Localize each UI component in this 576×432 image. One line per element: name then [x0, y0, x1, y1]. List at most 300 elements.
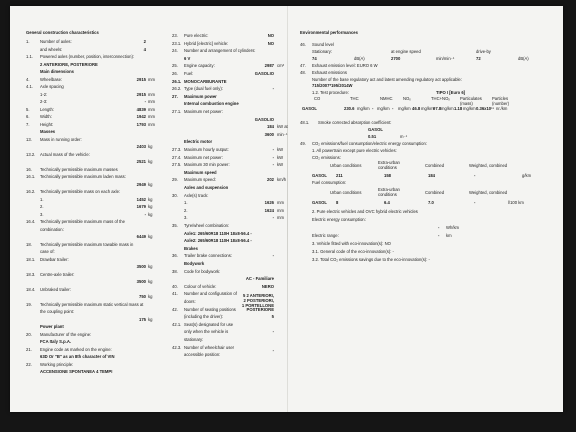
row-label: Technically permissible maximum mass of the	[40, 219, 125, 224]
engine-row	[160, 276, 288, 282]
engine-row	[160, 329, 288, 335]
col-header-urban: Urban conditions	[330, 163, 362, 168]
row-unit: cm³	[277, 63, 284, 69]
row-number: 1.	[26, 39, 30, 44]
row-number: 23.1.	[172, 40, 182, 46]
row-label: Maximum hourly output:	[184, 147, 229, 152]
engine-row	[160, 33, 288, 39]
row-label: 6 V	[184, 55, 191, 61]
wheelchair-positions-value: -	[272, 348, 274, 354]
co2-urban-value: 211	[336, 173, 343, 178]
row-label: Technically permissible mass on each axle:	[40, 189, 121, 194]
row-number: 13.2.	[26, 151, 36, 157]
row-label: Main dimensions	[40, 69, 74, 74]
row-number: 27.	[172, 93, 178, 99]
row-label: Masses	[40, 129, 56, 134]
row-label: 1.	[184, 200, 188, 206]
electric-range-value: -	[438, 233, 440, 238]
row-label: 1-2:	[40, 91, 48, 97]
pollutant-value: -	[392, 106, 394, 111]
general-row	[10, 204, 160, 210]
row-label: Pure electric:	[184, 33, 209, 38]
row-label: 63D Or "B" as an 8th character of VIN	[40, 354, 115, 359]
co2-fuel-label: GASOL	[312, 173, 327, 178]
general-row	[10, 129, 160, 135]
col-header-extra-urban: Extra-urban conditions	[378, 187, 400, 197]
eco-innovation-savings: 3.2. Total CO₂ emissions savings due to the eco-innovation(s): -	[312, 257, 430, 262]
environmental-performance-column	[288, 6, 563, 412]
row-label: Number of seating positions	[184, 306, 236, 312]
row-number: 16.	[26, 166, 32, 172]
general-row	[10, 182, 160, 188]
general-row	[10, 324, 160, 330]
test-procedure-label: 1.2. Test procedure:	[312, 90, 349, 95]
row-label: Technically permissible maximum laden mass:	[40, 174, 126, 179]
row-label: doors:	[184, 299, 196, 304]
general-characteristics-column	[10, 6, 160, 412]
pollutant-header: NOₓ	[403, 96, 411, 101]
pollutant-value: mg/km	[357, 106, 370, 111]
row-number: 18.3.	[26, 271, 36, 277]
drive-by-label: drive-by	[476, 49, 491, 54]
row-number: 36.	[172, 253, 178, 259]
engine-row	[160, 185, 288, 191]
general-row	[10, 212, 160, 218]
row-number: 48.	[300, 70, 306, 75]
row-value: 175	[139, 316, 146, 322]
general-row	[10, 107, 160, 113]
row-number: 42.	[172, 306, 178, 312]
sound-level-label: Sound level	[312, 42, 334, 47]
engine-row	[160, 352, 288, 358]
row-label: Drawbar trailer:	[40, 256, 69, 262]
row-number: 46.	[300, 42, 306, 47]
section-title-environmental: Environmental performances	[300, 30, 358, 35]
general-row	[10, 234, 160, 240]
row-label: Technically permissible maximum towable mass in	[40, 241, 134, 247]
engine-row	[160, 94, 288, 100]
engine-row	[160, 208, 288, 214]
row-unit: min⁻¹	[277, 131, 288, 137]
general-row	[10, 317, 160, 323]
row-label: 2.	[40, 204, 44, 209]
row-label: Axle2: 265/60R18 110H 18x8-56.4 -	[184, 238, 252, 244]
row-label: Mass in running order:	[40, 136, 82, 142]
engine-row	[160, 261, 288, 267]
row-number: 16.1.	[26, 174, 36, 179]
general-row	[10, 92, 160, 98]
engine-row	[160, 155, 288, 161]
general-row	[10, 347, 160, 353]
pollutant-value: 1.18	[454, 106, 463, 111]
row-number: 40.	[172, 283, 178, 289]
pollutant-header: THC+NOₓ	[431, 96, 450, 101]
row-label: Powered axles (number, position, interconnection):	[40, 54, 135, 59]
exhaust-emissions-label: Exhaust emissions	[312, 70, 347, 75]
general-row	[10, 264, 160, 270]
row-unit: kg	[148, 204, 153, 209]
row-label: Axle(s) track:	[184, 192, 209, 198]
fuel-urban-value: 8	[336, 200, 339, 205]
row-number: 38.	[172, 268, 178, 274]
engine-speed-unit: min/min⁻¹	[436, 56, 455, 61]
row-label: Number and configuration of	[184, 291, 237, 297]
row-unit: kg	[148, 316, 153, 322]
row-number: 5.	[26, 106, 30, 112]
general-row	[10, 144, 160, 150]
row-number: 41.	[172, 291, 178, 297]
electric-energy-unit: Wh/km	[446, 225, 460, 230]
col-header-combined: Combined	[425, 190, 445, 195]
row-label: Manufacturer of the engine:	[40, 331, 92, 337]
row-unit: kg	[148, 279, 153, 284]
row-unit: mm	[277, 215, 284, 221]
row-value: 2521	[136, 159, 146, 164]
row-unit: kW	[277, 147, 284, 152]
pollutant-header: NMHC	[380, 96, 393, 101]
row-value: NO	[267, 33, 274, 38]
row-value: 2915	[136, 76, 146, 82]
row-unit: kg	[148, 159, 153, 164]
general-row	[10, 362, 160, 368]
row-label: Axles and suspension	[184, 185, 229, 190]
row-number: 18.4.	[26, 286, 36, 292]
row-number: 13.	[26, 136, 32, 142]
row-value: 3500	[136, 264, 146, 269]
row-value: -	[272, 215, 274, 221]
general-row	[10, 302, 160, 308]
row-number: 18.	[26, 241, 32, 247]
row-number: 26.2.	[172, 86, 182, 92]
row-unit: mm	[148, 106, 155, 112]
engine-bodywork-column	[160, 6, 288, 412]
general-row	[10, 114, 160, 120]
eco-innovation-label: 3. Vehicle fitted with eco-innovation(s): NO	[312, 241, 391, 246]
row-number: 1.1.	[26, 54, 33, 59]
stationary-value: 74	[312, 56, 317, 61]
row-number: 26.	[172, 71, 178, 76]
electric-range-unit: km	[446, 233, 452, 238]
row-unit: kg	[148, 196, 153, 202]
row-number: 48.1.	[300, 120, 310, 125]
row-unit: kg	[148, 234, 153, 239]
row-number: 26.1.	[172, 78, 182, 84]
pollutant-value: mg/km	[441, 106, 454, 111]
pollutant-value: mg/km	[398, 106, 411, 111]
row-value: 1679	[136, 204, 146, 209]
row-label: Working principle:	[40, 361, 74, 367]
pollutant-value: 97.8	[433, 106, 442, 111]
row-unit: kW	[277, 162, 284, 168]
seating-positions-value: 5	[271, 314, 274, 320]
general-row	[10, 152, 160, 158]
row-label: Actual mass of the vehicle:	[40, 151, 90, 157]
row-value: -	[144, 211, 146, 217]
row-value: NO	[267, 40, 274, 46]
general-row	[10, 99, 160, 105]
engine-row	[160, 56, 288, 62]
row-label: Height:	[40, 121, 54, 127]
row-label: Bodywork	[184, 261, 205, 266]
row-number: 24.	[172, 48, 178, 54]
general-row	[10, 279, 160, 285]
row-number: 27.1.	[172, 109, 182, 114]
engine-row	[160, 71, 288, 77]
pollutant-value: mg/km	[377, 106, 390, 111]
engine-row	[160, 238, 288, 244]
general-row	[10, 309, 160, 315]
row-value: AC - Familiare	[245, 276, 274, 282]
general-row	[10, 369, 160, 375]
row-label: Internal combustion engine	[184, 101, 239, 107]
engine-row	[160, 215, 288, 221]
general-row	[10, 167, 160, 173]
row-number: 16.2.	[26, 189, 36, 194]
row-unit: kg	[148, 294, 153, 299]
engine-row	[160, 246, 288, 252]
row-value: 2403	[136, 144, 146, 149]
col-header-urban: Urban conditions	[330, 190, 362, 195]
euro-level-label: Exhaust emission level: EURO 6 W	[312, 63, 378, 68]
engine-row	[160, 79, 288, 85]
doors-config-line: POSTERIORE	[246, 307, 274, 313]
row-label: Seat(s) designated for use	[184, 321, 234, 327]
row-label: Centre-axle trailer:	[40, 271, 75, 277]
engine-row	[160, 162, 288, 168]
general-row	[10, 54, 160, 60]
engine-row	[160, 41, 288, 47]
row-unit: kg	[148, 211, 153, 217]
general-row	[10, 242, 160, 248]
fuel-combined-value: 7.0	[428, 200, 434, 205]
row-unit: mm	[148, 114, 155, 119]
row-label: (including the driver):	[184, 314, 224, 320]
row-number: 7.	[26, 121, 30, 127]
engine-row	[160, 193, 288, 199]
stationary-unit: dB(A)	[354, 56, 365, 61]
engine-row	[160, 124, 288, 130]
row-label: and wheels:	[40, 46, 63, 52]
electric-range-label: Electric range:	[312, 233, 339, 238]
engine-row	[160, 132, 288, 138]
row-value: 2987	[264, 63, 274, 69]
row-number: 47.	[300, 63, 306, 68]
row-label: FCA Italy S.p.A.	[40, 339, 72, 344]
row-number: 22.	[26, 361, 32, 367]
general-row	[10, 174, 160, 180]
col-header-combined: Combined	[425, 163, 445, 168]
row-unit: mm	[277, 200, 284, 206]
row-unit: kW	[277, 154, 284, 160]
row-number: 27.4.	[172, 154, 182, 160]
row-label: Code for bodywork:	[184, 268, 221, 274]
row-label: 3.	[40, 211, 44, 217]
row-number: 23.	[172, 33, 178, 38]
smoke-coefficient-label: Smoke corrected absorption coefficient:	[318, 120, 392, 125]
co2-combined-value: 184	[428, 173, 435, 178]
coc-document-sheet	[10, 6, 563, 412]
regulatory-act-text: Number of the base regulatory act and latest amending regulatory act applicable:	[312, 77, 462, 82]
pollutant-header: Particulates (mass)	[460, 96, 482, 106]
general-row	[10, 77, 160, 83]
stationary-label: Stationary:	[312, 49, 333, 54]
row-value: -	[272, 162, 274, 168]
row-label: MONOCARBURANTE	[184, 78, 227, 84]
row-value: 6449	[136, 234, 146, 239]
pollutant-value: 230.6	[344, 106, 355, 111]
pollutant-value: mg/km	[421, 106, 434, 111]
row-label: Maximum power	[184, 93, 217, 99]
row-value: NERO	[261, 283, 274, 289]
row-label: Hybrid [electric] vehicle:	[184, 40, 229, 46]
co2-emissions-label: CO₂ emissions:	[312, 155, 341, 160]
row-value: -	[272, 154, 274, 160]
row-value: 2	[143, 39, 146, 44]
test-procedure-value: TIPO I [Euro 6]	[436, 90, 466, 95]
pollutant-header: CO	[314, 96, 321, 101]
smoke-coefficient-unit: m⁻¹	[400, 134, 408, 139]
row-number: 6.	[26, 114, 30, 119]
row-value: -	[272, 147, 274, 152]
row-number: 20.	[26, 331, 32, 337]
smoke-coefficient-value: 0.51	[368, 134, 377, 139]
row-number: 21.	[26, 346, 32, 352]
row-label: Technically permissible maximum static vertical mass at	[40, 301, 144, 307]
pollutant-value: 0.36x10¹¹	[476, 106, 494, 111]
ovc-section-label: 2. Pure electric vehicles and OVC hybrid electric vehicles	[312, 209, 418, 214]
electric-energy-label: Electric energy consumption:	[312, 217, 366, 222]
smoke-gasol-label: GASOL	[368, 127, 383, 132]
engine-row	[160, 48, 288, 54]
general-row	[10, 219, 160, 225]
general-row	[10, 354, 160, 360]
row-value: 4839	[136, 106, 146, 112]
row-value: GASOLIO	[254, 116, 274, 122]
eco-innovation-code: 3.1. General code of the eco-innovation(s): -	[312, 249, 394, 254]
row-label: 2.	[184, 207, 188, 213]
row-number: 30.	[172, 192, 178, 198]
row-value: 1942	[136, 114, 146, 119]
general-row	[10, 69, 160, 75]
row-unit: km/h	[277, 177, 287, 183]
fuel-weighted-value: -	[474, 200, 476, 205]
row-label: Wheelbase:	[40, 76, 63, 82]
row-label: only when the vehicle is	[184, 329, 229, 335]
row-label: Unbraked trailer:	[40, 286, 71, 292]
row-value: 1626	[264, 200, 274, 206]
general-row	[10, 137, 160, 143]
general-row	[10, 272, 160, 278]
row-label: Axle1: 265/60R18 110H 18x8-56.4 -	[184, 230, 252, 236]
row-label: Type (dual fuel only):	[184, 86, 223, 92]
fuel-fuel-label: GASOL	[312, 200, 327, 205]
row-unit: kg	[148, 144, 153, 149]
row-label: Colour of vehicle:	[184, 283, 217, 289]
row-label: Engine code as marked on the engine:	[40, 346, 112, 352]
row-number: 16.4.	[26, 219, 36, 224]
row-value: 3500	[136, 279, 146, 284]
co2-weighted-value: -	[474, 173, 476, 178]
row-value: 1452	[136, 196, 146, 202]
doors-config-line: 1 PORTELLONE	[241, 302, 274, 308]
row-label: Maximum speed:	[184, 177, 216, 183]
row-number: 49.	[300, 141, 306, 146]
row-label: Brakes	[184, 245, 198, 251]
section-title-general: General construction characteristics	[26, 30, 99, 35]
row-label: combination:	[40, 226, 64, 232]
col-header-weighted: Weighted, combined	[469, 190, 508, 195]
engine-row	[160, 344, 288, 354]
general-row	[10, 197, 160, 203]
row-label: Technically permissible maximum masses	[40, 166, 118, 172]
row-label: Width:	[40, 114, 52, 119]
engine-row	[160, 86, 288, 92]
engine-speed-label: at engine speed	[391, 49, 421, 54]
row-value: 184	[267, 124, 274, 130]
row-label: Electric motor	[184, 139, 213, 145]
doors-config-line: 2 POSTERIORI,	[243, 298, 274, 303]
stationary-seats-value: -	[272, 329, 274, 335]
row-number: 42.1.	[172, 321, 182, 327]
row-label: Axle spacing	[40, 84, 64, 89]
row-label: Maximum 30 min power:	[184, 162, 230, 168]
general-row	[10, 122, 160, 128]
engine-row	[160, 109, 288, 115]
row-number: 27.5.	[172, 162, 182, 168]
general-row	[10, 287, 160, 293]
row-label: 2-3:	[40, 99, 48, 104]
general-row	[10, 339, 160, 345]
engine-row	[160, 284, 288, 290]
general-row	[10, 249, 160, 255]
engine-row	[160, 147, 288, 153]
co2-section-label: CO₂ emissions/fuel consumption/electric energy consumption:	[312, 141, 427, 146]
co2-unit: g/km	[522, 173, 532, 178]
row-label: Maximum net power:	[184, 154, 223, 160]
engine-row	[160, 117, 288, 123]
engine-row	[160, 322, 288, 328]
general-row	[10, 227, 160, 233]
engine-speed-value: 2700	[391, 56, 401, 61]
fuel-extra-urban-value: 6.4	[384, 200, 390, 205]
general-row	[10, 189, 160, 195]
row-unit: kg	[148, 264, 153, 269]
row-label: Tyre/wheel combination:	[184, 223, 230, 228]
engine-row	[160, 231, 288, 237]
row-value: 2915	[136, 91, 146, 97]
general-row	[10, 39, 160, 45]
fuel-unit: l/100 km	[508, 200, 524, 205]
row-label: Fuel:	[184, 71, 194, 76]
engine-row	[160, 63, 288, 69]
engine-row	[160, 139, 288, 145]
row-value: 1793	[136, 121, 146, 127]
row-number: 4.	[26, 76, 30, 82]
pollutant-value: 46.8	[412, 106, 421, 111]
row-number: 27.3.	[172, 147, 182, 152]
row-label: stationary:	[184, 337, 204, 342]
row-label: the coupling point:	[40, 309, 74, 314]
row-number: 18.1.	[26, 256, 36, 262]
row-value: 1624	[264, 207, 274, 213]
row-number: 25.	[172, 63, 178, 69]
row-label: ACCENSIONE SPONTANEA 4 TEMPI	[40, 369, 113, 374]
row-unit: kg	[148, 181, 153, 187]
row-value: 4	[143, 46, 146, 52]
row-value: 202	[267, 177, 274, 183]
row-label: Number and arrangement of cylinders:	[184, 48, 256, 54]
pollutant-header: Particles (number)	[492, 96, 509, 106]
